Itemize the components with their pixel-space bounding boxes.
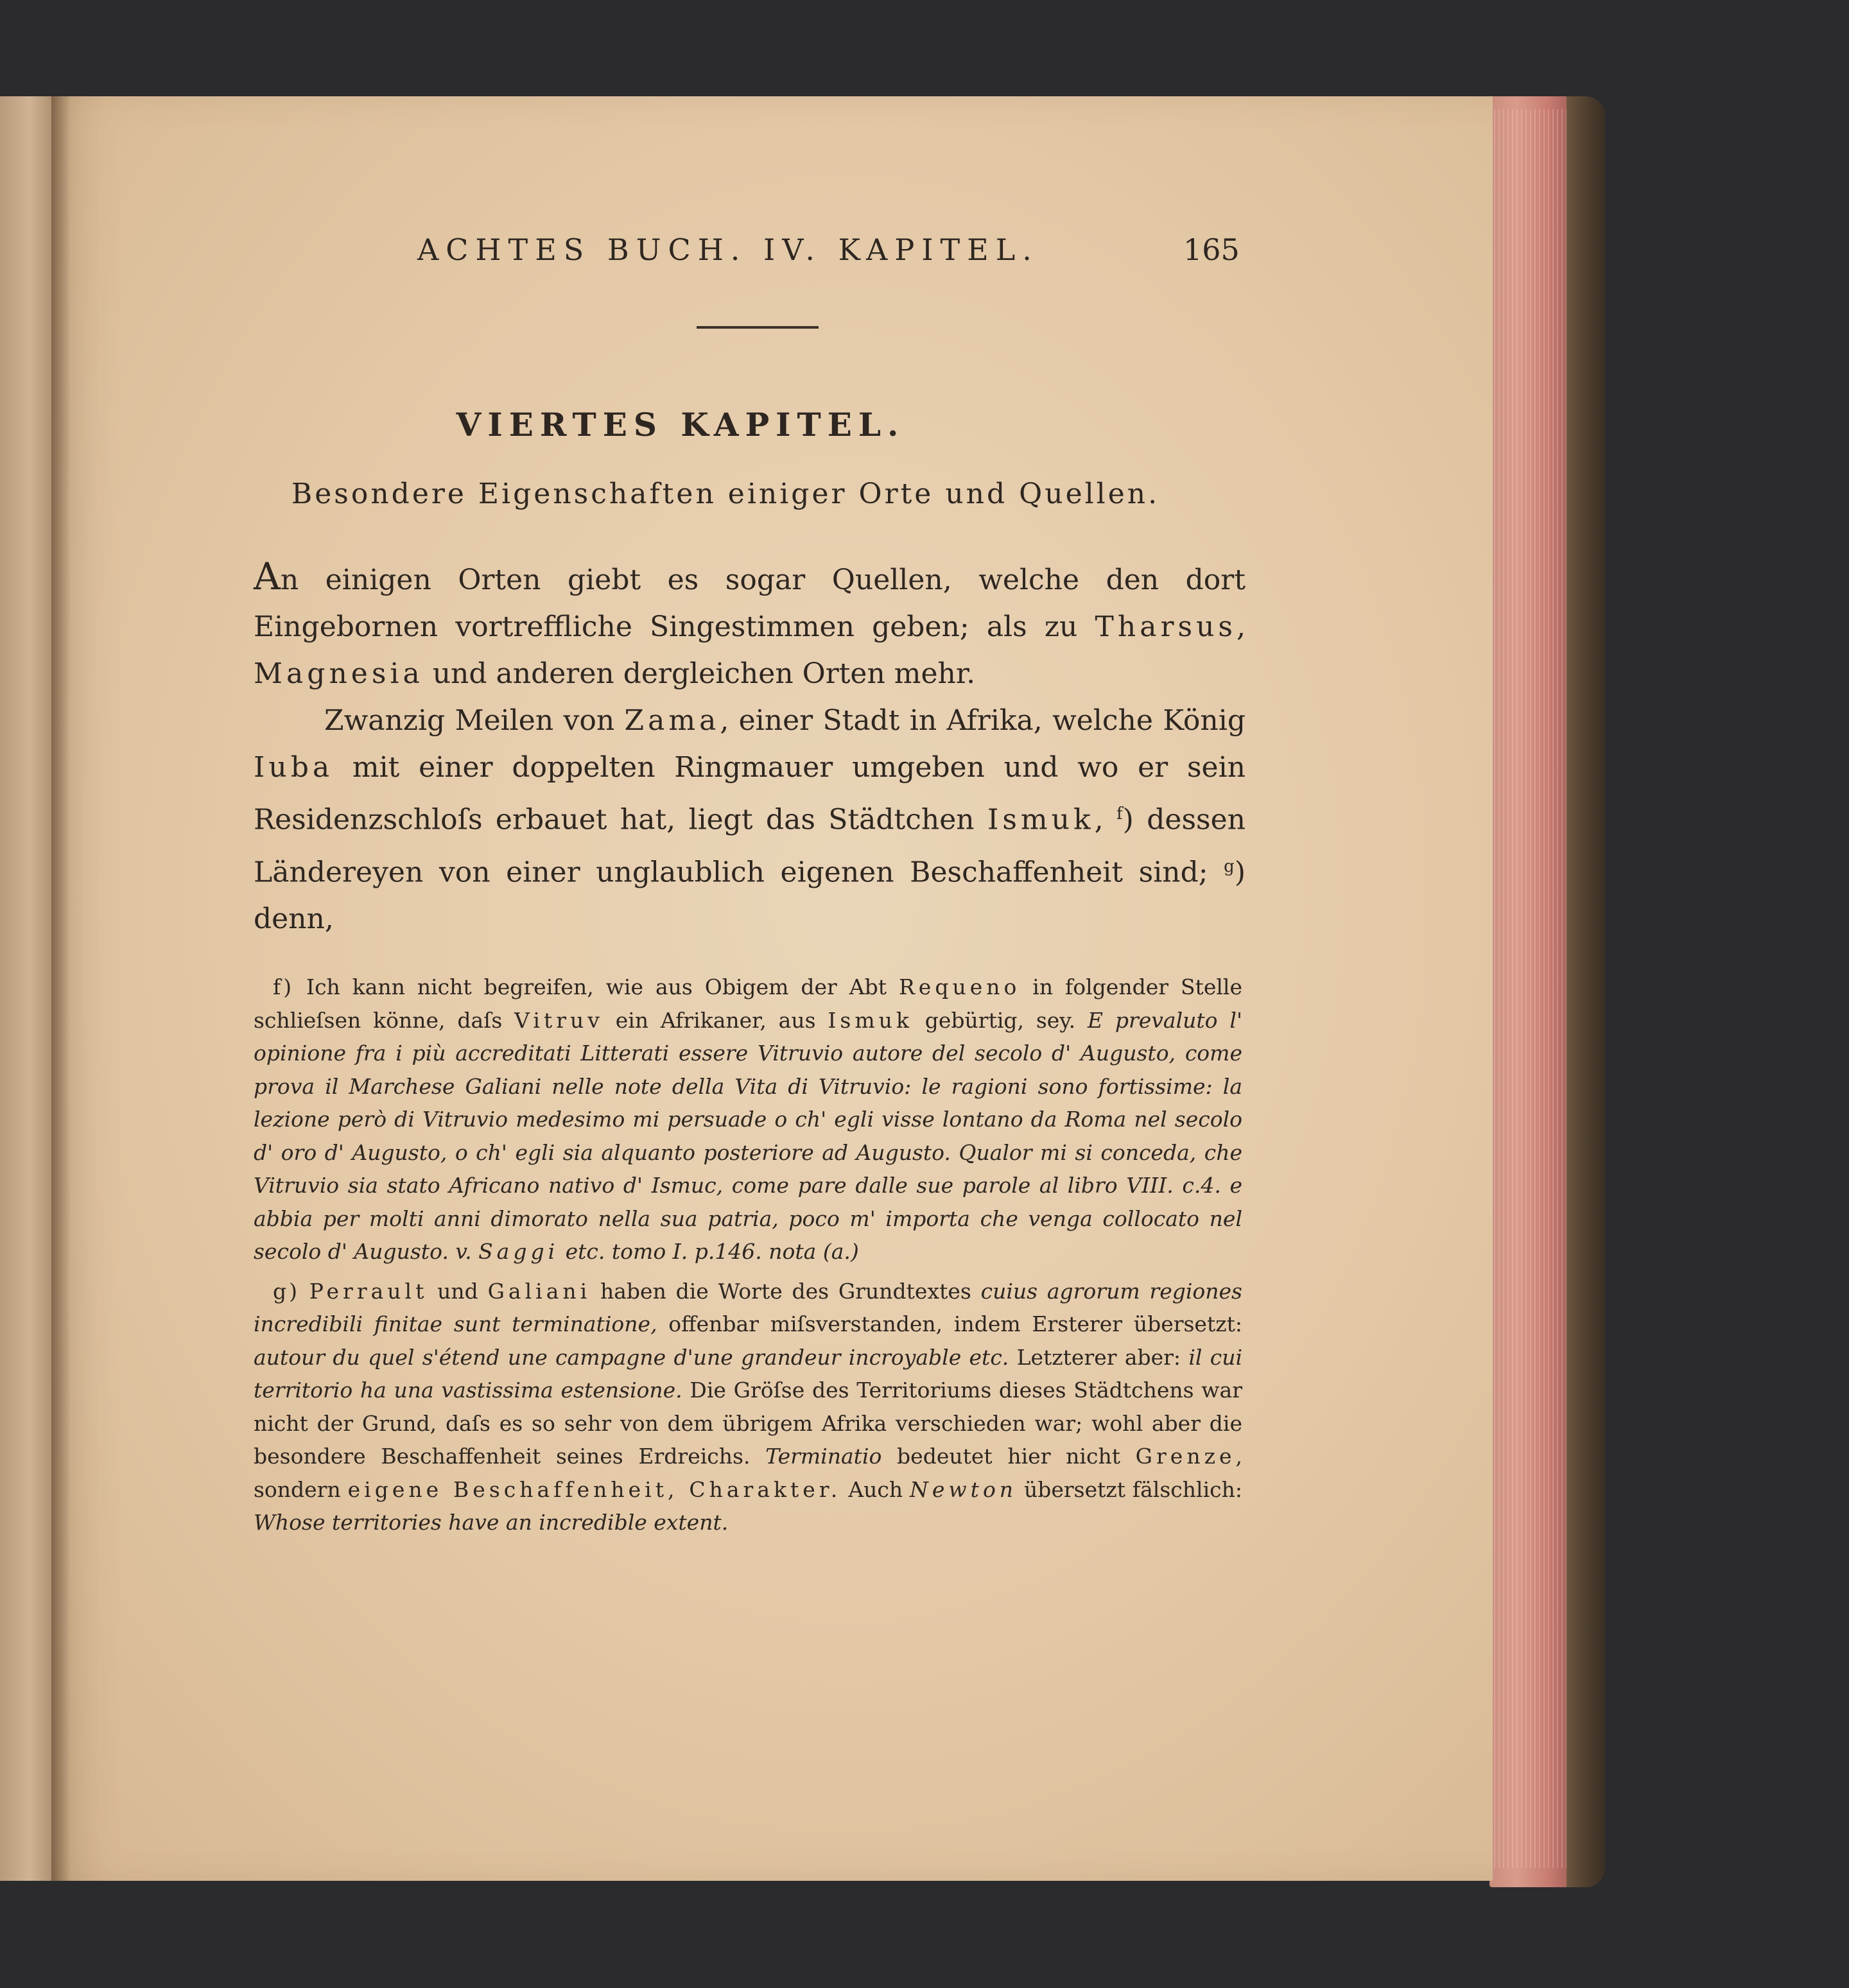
italian-quote: il cui territorio ha una vastissima estensione. [254, 1344, 1243, 1403]
emphasis-galiani: Galiani [487, 1278, 591, 1304]
chapter-subtitle: Besondere Eigenschaften einiger Orte und Quellen. [291, 478, 1160, 510]
chapter-title: VIERTES KAPITEL. [456, 406, 905, 444]
emphasis-iuba: Iuba [254, 751, 334, 784]
footnote-label: g) [273, 1278, 300, 1304]
paragraph-1 [254, 553, 1246, 697]
text-run: , [1094, 803, 1117, 836]
text-run: offenbar miſsverstanden, indem Ersterer übersetzt: [657, 1311, 1242, 1336]
footnote-ref-f: f [1116, 804, 1123, 824]
emphasis-newton: Newton [910, 1476, 1018, 1502]
emphasis-ismuk: Ismuk [987, 803, 1095, 836]
emphasis-terminatio: Terminatio [765, 1444, 882, 1469]
emphasis-grenze: Grenze [1135, 1444, 1236, 1469]
book-cover-edge [1567, 96, 1605, 1887]
emphasis-requeno: Requeno [898, 974, 1021, 999]
text-run: mit einer doppelten Ringmauer umgeben und wo er sein Residenzschloſs erbauet hat, liegt das Städtchen [254, 751, 1246, 836]
citation: etc. tomo I. p.146. nota (a.) [559, 1239, 859, 1264]
emphasis-ismuk: Ismuk [828, 1007, 913, 1033]
footnote-ref-g: g [1224, 856, 1235, 876]
text-run: und [428, 1278, 488, 1304]
emphasis-eigene: eigene Beschaffenheit, Charakter. [347, 1476, 842, 1502]
french-quote: autour du quel s'étend une campagne d'une grandeur incroyable etc. [254, 1344, 1009, 1370]
footnote-label: f) [273, 974, 295, 999]
drop-cap: A [254, 555, 281, 598]
header-rule [697, 326, 819, 329]
english-quote: Whose territories have an incredible extent. [254, 1510, 729, 1535]
page-edge-lines [1489, 109, 1567, 1868]
emphasis-zama: Zama [624, 704, 720, 737]
emphasis-perrault: Perrault [309, 1278, 428, 1304]
text-run: , sondern [254, 1444, 1242, 1502]
running-head: ACHTES BUCH. IV. KAPITEL. [417, 232, 1039, 267]
text-run: Die Gröſse des Territoriums dieses Städtchens war nicht der Grund, daſs es so sehr von dem übrigem Afrika verschieden war; wohl aber die besondere Beschaffenheit seines Erdreichs. [254, 1378, 1242, 1469]
text-run: Ich kann nicht begreifen, wie aus Obigem der Abt [294, 974, 899, 999]
text-run: , [1237, 610, 1246, 643]
page-gutter [51, 96, 71, 1881]
footnotes [254, 971, 1242, 1546]
text-run: Letzterer aber: [1009, 1344, 1189, 1370]
text-run: und anderen dergleichen Orten mehr. [423, 657, 976, 690]
footnote-g [254, 1275, 1242, 1539]
emphasis-saggi: Saggi [478, 1239, 559, 1264]
page-number: 165 [1183, 232, 1240, 267]
text-run: Zwanzig Meilen von [324, 704, 625, 737]
text-run: übersetzt fälschlich: [1017, 1476, 1242, 1502]
body-text [254, 553, 1246, 942]
emphasis-magnesia: Magnesia [254, 657, 424, 690]
text-run: ein Afrikaner, aus [603, 1007, 828, 1033]
text-run: , einer Stadt in Afrika, welche König [720, 704, 1246, 737]
text-run: Auch [841, 1476, 910, 1502]
latin-quote: cuius agrorum regiones incredibili finitae sunt terminatione, [254, 1278, 1242, 1336]
footnote-f [254, 971, 1242, 1268]
text-run: in folgender Stelle schlieſsen könne, daſs [254, 974, 1242, 1033]
text-run: n einigen Orten giebt es sogar Quellen, welche den dort Eingebornen vortreffliche Singestimmen geben; als zu [254, 564, 1246, 643]
text-run: ) denn, [254, 856, 1246, 936]
paragraph-2 [254, 697, 1246, 942]
text-run: ) dessen Ländereyen von einer unglaublich eigenen Beschaffenheit sind; [254, 803, 1246, 889]
emphasis-tharsus: Tharsus [1095, 610, 1237, 643]
text-run: haben die Worte des Grundtextes [591, 1278, 981, 1304]
text-run: gebürtig, sey. [912, 1007, 1088, 1033]
italian-quote: E prevaluto l' opinione fra i più accreditati Litterati essere Vitruvio autore del secolo d' Augusto, come prova il Marchese Galiani nelle note della Vita di Vitruvio: le ragioni sono fortissime: la lezione però di Vitruvio medesimo mi persuade o ch' egli visse lontano da Roma nel secolo d' oro d' Augusto, o ch' egli sia alquanto posteriore ad Augusto. Qualor mi si conceda, che Vitruvio sia stato Africano nativo d' Ismuc, come pare dalle sue parole al libro VIII. c.4. e abbia per molti anni dimorato nella sua patria, poco m' importa che venga collocato nel secolo d' Augusto. v. [254, 1007, 1243, 1264]
facing-page-edge [0, 96, 59, 1881]
emphasis-vitruv: Vitruv [514, 1007, 603, 1033]
text-run: bedeutet hier nicht [881, 1444, 1136, 1469]
